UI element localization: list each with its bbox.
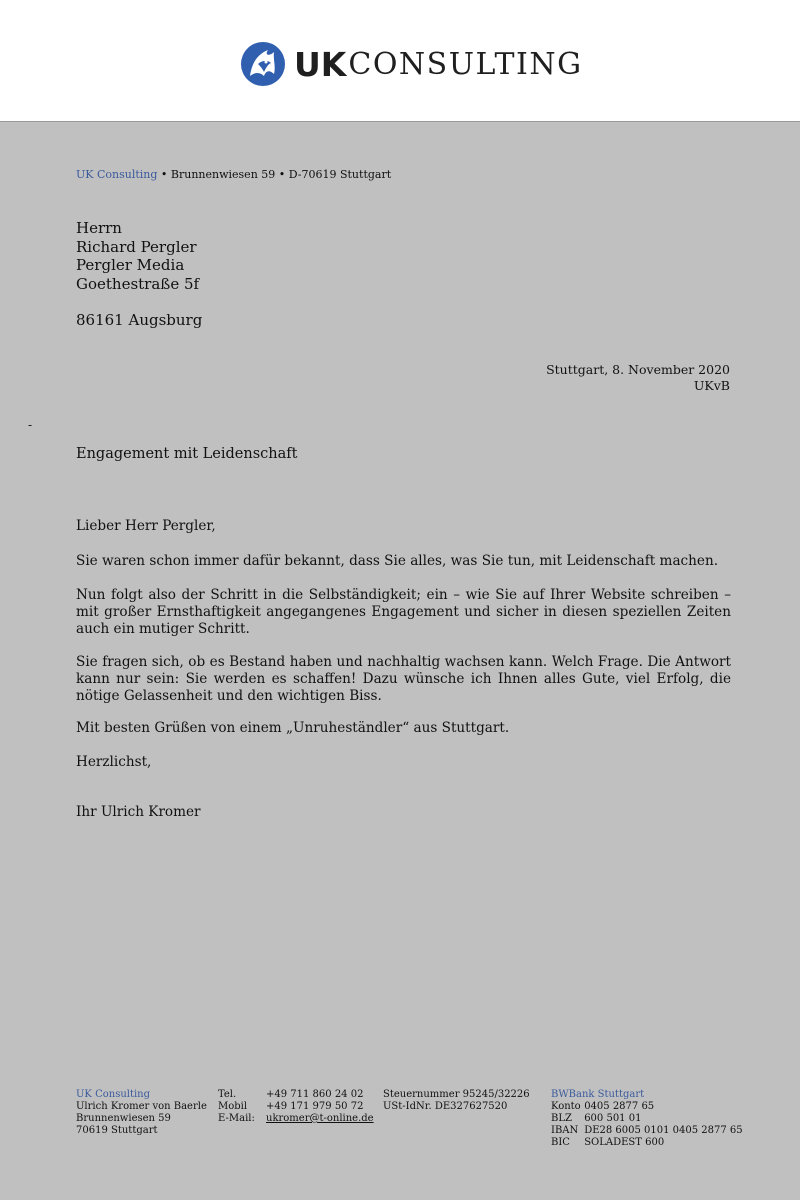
footer-bank-block	[551, 1089, 743, 1149]
sender-line	[76, 168, 391, 181]
footer-iban-label: IBAN	[551, 1125, 579, 1136]
footer-blz: 600 501 01	[584, 1113, 642, 1124]
recipient-address	[76, 219, 199, 293]
footer-city: 70619 Stuttgart	[76, 1125, 158, 1136]
footer-konto-label: Konto	[551, 1101, 581, 1112]
letter-paragraph-3: Sie fragen sich, ob es Bestand haben und nachhaltig wachsen kann. Welch Frage. Die Antwort kann nur sein: Sie werden es schaffen! Dazu wünsche ich Ihnen alles Gute, viel Erfolg, die nötige Gelassenheit und den wichtigen Biss.	[76, 654, 731, 704]
recipient-name: Richard Pergler	[76, 237, 197, 256]
letter-reference: UKvB	[693, 378, 730, 393]
footer-iban: DE28 6005 0101 0405 2877 65	[584, 1125, 743, 1136]
letter-paragraph-2: Nun folgt also der Schritt in die Selbständigkeit; ein – wie Sie auf Ihrer Website schreiben – mit großer Ernsthaftigkeit angegangenes Engagement und sicher in diesen speziellen Zeiten auch ein mutiger Schritt.	[76, 587, 731, 637]
letter-paragraph-4: Mit besten Grüßen von einem „Unruheständler“ aus Stuttgart.	[76, 720, 510, 736]
recipient-company: Pergler Media	[76, 256, 185, 274]
footer-konto: 0405 2877 65	[584, 1101, 655, 1112]
company-logo	[240, 38, 583, 90]
footer-vat-id: USt-IdNr. DE327627520	[383, 1101, 508, 1112]
lion-head-icon	[240, 40, 286, 88]
footer-company-block	[76, 1089, 207, 1137]
recipient-city: 86161 Augsburg	[76, 311, 203, 329]
letter-subject: Engagement mit Leidenschaft	[76, 446, 298, 462]
fold-mark: -	[28, 418, 33, 432]
footer-company: UK Consulting	[76, 1089, 151, 1100]
logo-consulting-text: CONSULTING	[348, 46, 583, 82]
footer-tax-block	[383, 1089, 530, 1113]
footer-tax-number: Steuernummer 95245/32226	[383, 1089, 530, 1100]
letter-date: Stuttgart, 8. November 2020	[546, 362, 730, 377]
logo-uk-text: UK	[294, 44, 347, 84]
letter-greeting: Lieber Herr Pergler,	[76, 518, 216, 534]
footer-contact-block	[218, 1089, 374, 1125]
footer-email-link[interactable]: ukromer@t-online.de	[266, 1113, 374, 1124]
letter-page	[0, 122, 800, 1200]
sender-address: • Brunnenwiesen 59 • D-70619 Stuttgart	[157, 168, 392, 181]
letter-paragraph-1: Sie waren schon immer dafür bekannt, dass Sie alles, was Sie tun, mit Leidenschaft machen.	[76, 553, 719, 569]
recipient-salutation: Herrn	[76, 219, 122, 237]
footer-bic-label: BIC	[551, 1137, 570, 1148]
footer-name: Ulrich Kromer von Baerle	[76, 1101, 207, 1112]
letterhead	[0, 0, 800, 122]
sender-company: UK Consulting	[76, 168, 158, 181]
letter-closing: Herzlichst,	[76, 754, 152, 770]
footer-email-label: E-Mail:	[218, 1113, 255, 1124]
footer-tel: +49 711 860 24 02	[266, 1089, 364, 1100]
recipient-street: Goethestraße 5f	[76, 274, 200, 293]
footer-street: Brunnenwiesen 59	[76, 1113, 171, 1124]
footer-mobil: +49 171 979 50 72	[266, 1101, 364, 1112]
footer-tel-label: Tel.	[218, 1089, 237, 1100]
date-block	[546, 362, 730, 394]
footer-mobil-label: Mobil	[218, 1101, 248, 1112]
letter-signature: Ihr Ulrich Kromer	[76, 804, 201, 820]
footer-blz-label: BLZ	[551, 1113, 572, 1124]
footer-bank-name: BWBank Stuttgart	[551, 1089, 645, 1100]
footer-bic: SOLADEST 600	[584, 1137, 665, 1148]
